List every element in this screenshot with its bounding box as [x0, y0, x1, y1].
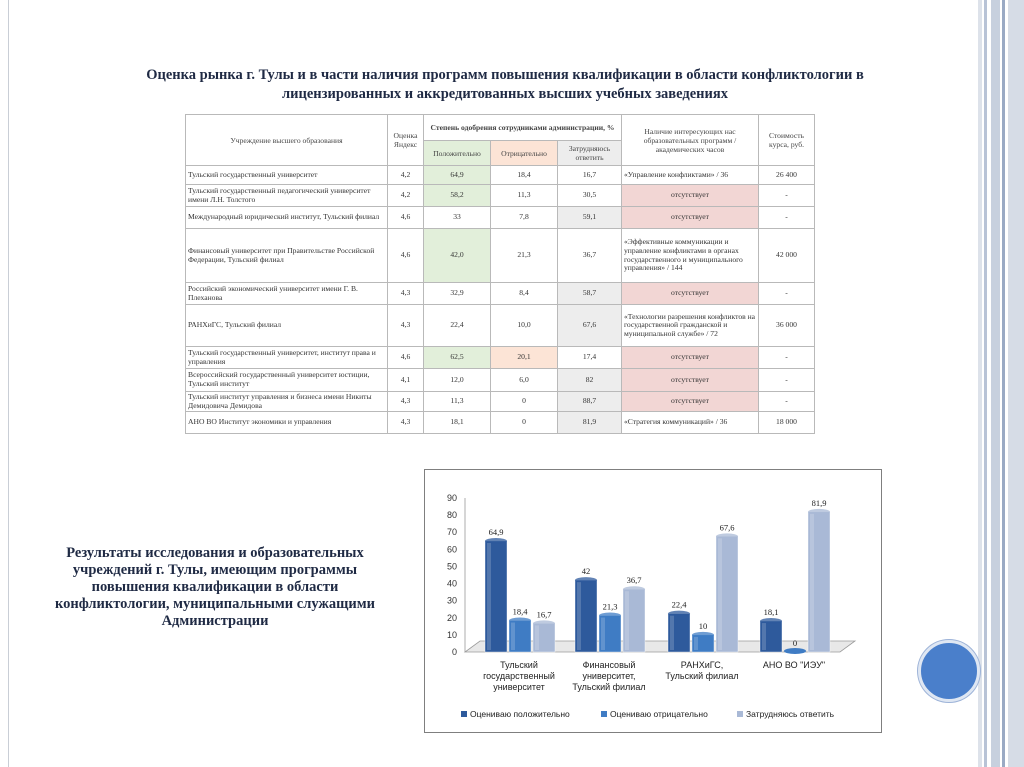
cell-rating: 4,3 — [388, 412, 424, 434]
cell-rating: 4,1 — [388, 369, 424, 392]
cell-programs: «Эффективные коммуникации и управление конфликтами в органах государственного и муниципального управления» / 144 — [622, 229, 759, 283]
cell-undecided: 88,7 — [558, 392, 622, 412]
x-tick-label: Финансовый — [582, 660, 636, 670]
data-label: 18,1 — [763, 607, 779, 618]
cell-rating: 4,2 — [388, 166, 424, 185]
cell-negative: 7,8 — [491, 207, 558, 229]
cell-institution: Всероссийский государственный университет юстиции, Тульский институт — [186, 369, 388, 392]
cell-positive: 33 — [424, 207, 491, 229]
cell-programs: «Стратегия коммуникаций» / 36 — [622, 412, 759, 434]
x-tick-label: РАНХиГС, — [680, 660, 724, 670]
data-label: 10 — [698, 620, 708, 631]
y-tick-label: 0 — [451, 647, 457, 657]
x-tick-label: университет, — [582, 671, 636, 681]
cell-rating: 4,3 — [388, 392, 424, 412]
cell-rating: 4,6 — [388, 229, 424, 283]
cell-negative: 6,0 — [491, 369, 558, 392]
y-tick-label: 50 — [446, 561, 457, 572]
x-tick-label: Тульский — [500, 660, 538, 670]
data-label: 42 — [581, 566, 591, 577]
cell-cost: 42 000 — [759, 229, 815, 283]
bar-highlight — [601, 618, 605, 650]
cell-institution: Тульский государственный педагогический университет имени Л.Н. Толстого — [186, 185, 388, 207]
slide-border-left — [8, 0, 9, 767]
y-tick-label: 70 — [446, 527, 457, 538]
legend-swatch — [461, 711, 467, 717]
cell-positive: 18,1 — [424, 412, 491, 434]
cell-cost: - — [759, 369, 815, 392]
cell-programs: отсутствует — [622, 283, 759, 305]
cell-negative: 8,4 — [491, 283, 558, 305]
cell-programs: отсутствует — [622, 392, 759, 412]
cell-cost: - — [759, 207, 815, 229]
header-institution: Учреждение высшего образования — [186, 115, 388, 166]
cell-undecided: 82 — [558, 369, 622, 392]
cell-programs: «Управление конфликтами» / 36 — [622, 166, 759, 185]
cell-undecided: 58,7 — [558, 283, 622, 305]
table-row — [186, 369, 815, 392]
legend-swatch — [737, 711, 743, 717]
data-label: 36,7 — [626, 575, 642, 586]
legend-label: Затрудняюсь ответить — [746, 709, 835, 719]
cell-cost: 26 400 — [759, 166, 815, 185]
legend-swatch — [601, 711, 607, 717]
table-row — [186, 185, 815, 207]
universities-table — [185, 114, 815, 434]
cell-institution: АНО ВО Институт экономики и управления — [186, 412, 388, 434]
cell-negative: 11,3 — [491, 185, 558, 207]
legend-label: Оцениваю отрицательно — [610, 709, 708, 719]
cell-positive: 62,5 — [424, 347, 491, 369]
cell-rating: 4,3 — [388, 283, 424, 305]
cell-programs: отсутствует — [622, 347, 759, 369]
cell-cost: 18 000 — [759, 412, 815, 434]
cell-programs: отсутствует — [622, 185, 759, 207]
cell-undecided: 67,6 — [558, 305, 622, 347]
cell-positive: 22,4 — [424, 305, 491, 347]
cell-institution: Тульский государственный университет — [186, 166, 388, 185]
cell-undecided: 81,9 — [558, 412, 622, 434]
cell-negative: 18,4 — [491, 166, 558, 185]
header-cost: Стоимость курса, руб. — [759, 115, 815, 166]
bar-highlight — [577, 582, 581, 650]
header-negative: Отрицательно — [491, 141, 558, 166]
cell-cost: - — [759, 283, 815, 305]
cell-negative: 20,1 — [491, 347, 558, 369]
table-row — [186, 283, 815, 305]
cell-institution: Международный юридический институт, Тульский филиал — [186, 207, 388, 229]
data-label: 0 — [792, 638, 798, 648]
bar-highlight — [718, 538, 722, 650]
bar-highlight — [487, 543, 491, 650]
cell-institution: Финансовый университет при Правительстве Российской Федерации, Тульский филиал — [186, 229, 388, 283]
cell-positive: 32,9 — [424, 283, 491, 305]
table-row — [186, 412, 815, 434]
bar-chart-svg — [425, 470, 881, 732]
cell-negative: 0 — [491, 392, 558, 412]
cell-undecided: 30,5 — [558, 185, 622, 207]
x-tick-label: университет — [493, 682, 545, 692]
table-row — [186, 347, 815, 369]
bar-highlight — [625, 591, 629, 650]
decorative-stripes — [978, 0, 1024, 767]
table-row — [186, 207, 815, 229]
cell-positive: 64,9 — [424, 166, 491, 185]
cell-cost: - — [759, 185, 815, 207]
cell-undecided: 36,7 — [558, 229, 622, 283]
data-label: 81,9 — [811, 497, 827, 508]
decorative-circle — [918, 640, 980, 702]
bar-highlight — [810, 514, 814, 650]
x-tick-label: Тульский филиал — [665, 671, 739, 681]
data-label: 67,6 — [719, 522, 735, 533]
table-body — [186, 166, 815, 434]
data-label: 18,4 — [512, 606, 528, 617]
data-label: 16,7 — [536, 609, 552, 620]
bar-highlight — [694, 637, 698, 650]
cell-cost: - — [759, 347, 815, 369]
cell-programs: отсутствует — [622, 207, 759, 229]
slide-title-line2: лицензированных и аккредитованных высших учебных заведениях — [282, 86, 728, 102]
cell-positive: 42,0 — [424, 229, 491, 283]
cell-positive: 58,2 — [424, 185, 491, 207]
slide-title-line1: Оценка рынка г. Тулы и в части наличия программ повышения квалификации в области конфликтологии в — [146, 67, 864, 83]
cell-rating: 4,3 — [388, 305, 424, 347]
legend-label: Оцениваю положительно — [470, 709, 570, 719]
header-approval-group: Степень одобрения сотрудниками администрации, % — [424, 115, 622, 141]
table-row — [186, 392, 815, 412]
y-tick-label: 30 — [446, 595, 457, 606]
x-tick-label: государственный — [483, 671, 555, 681]
x-tick-label: Тульский филиал — [572, 682, 646, 692]
table-row — [186, 229, 815, 283]
cell-rating: 4,6 — [388, 347, 424, 369]
bar-highlight — [670, 616, 674, 650]
header-positive: Положительно — [424, 141, 491, 166]
y-tick-label: 80 — [446, 510, 457, 521]
y-tick-label: 10 — [446, 629, 457, 640]
cell-institution: Тульский государственный университет, институт права и управления — [186, 347, 388, 369]
table-row — [186, 166, 815, 185]
y-tick-label: 90 — [446, 493, 457, 503]
bar-highlight — [511, 623, 515, 650]
header-undecided: Затрудняюсь ответить — [558, 141, 622, 166]
bar-chart — [424, 469, 882, 733]
cell-rating: 4,2 — [388, 185, 424, 207]
cell-positive: 11,3 — [424, 392, 491, 412]
cell-positive: 12,0 — [424, 369, 491, 392]
cell-undecided: 17,4 — [558, 347, 622, 369]
cell-undecided: 16,7 — [558, 166, 622, 185]
chart-caption: Результаты исследования и образовательных учреждений г. Тулы, имеющим программы повышения квалификации в области конфликтологии, муниципальными служащими Администрации — [54, 545, 376, 629]
x-tick-label: АНО ВО "ИЭУ" — [762, 660, 826, 670]
cell-negative: 10,0 — [491, 305, 558, 347]
cell-undecided: 59,1 — [558, 207, 622, 229]
y-tick-label: 40 — [446, 578, 457, 589]
data-label: 21,3 — [602, 601, 618, 612]
data-label: 22,4 — [671, 599, 687, 610]
cell-cost: - — [759, 392, 815, 412]
y-tick-label: 20 — [446, 612, 457, 623]
bar — [784, 648, 806, 654]
cell-programs: отсутствует — [622, 369, 759, 392]
y-tick-label: 60 — [446, 544, 457, 555]
bar-highlight — [535, 625, 539, 650]
cell-institution: Российский экономический университет имени Г. В. Плеханова — [186, 283, 388, 305]
table-row — [186, 305, 815, 347]
header-programs: Наличие интересующих нас образовательных программ / академических часов — [622, 115, 759, 166]
cell-negative: 21,3 — [491, 229, 558, 283]
header-rating: Оценка Яндекс — [388, 115, 424, 166]
slide-title — [40, 66, 970, 104]
bar-highlight — [762, 623, 766, 650]
cell-rating: 4,6 — [388, 207, 424, 229]
cell-cost: 36 000 — [759, 305, 815, 347]
cell-institution: РАНХиГС, Тульский филиал — [186, 305, 388, 347]
data-label: 64,9 — [488, 526, 504, 537]
cell-negative: 0 — [491, 412, 558, 434]
cell-programs: «Технологии разрешения конфликтов на государственной гражданской и муниципальной службе» / 72 — [622, 305, 759, 347]
cell-institution: Тульский институт управления и бизнеса имени Никиты Демидовича Демидова — [186, 392, 388, 412]
